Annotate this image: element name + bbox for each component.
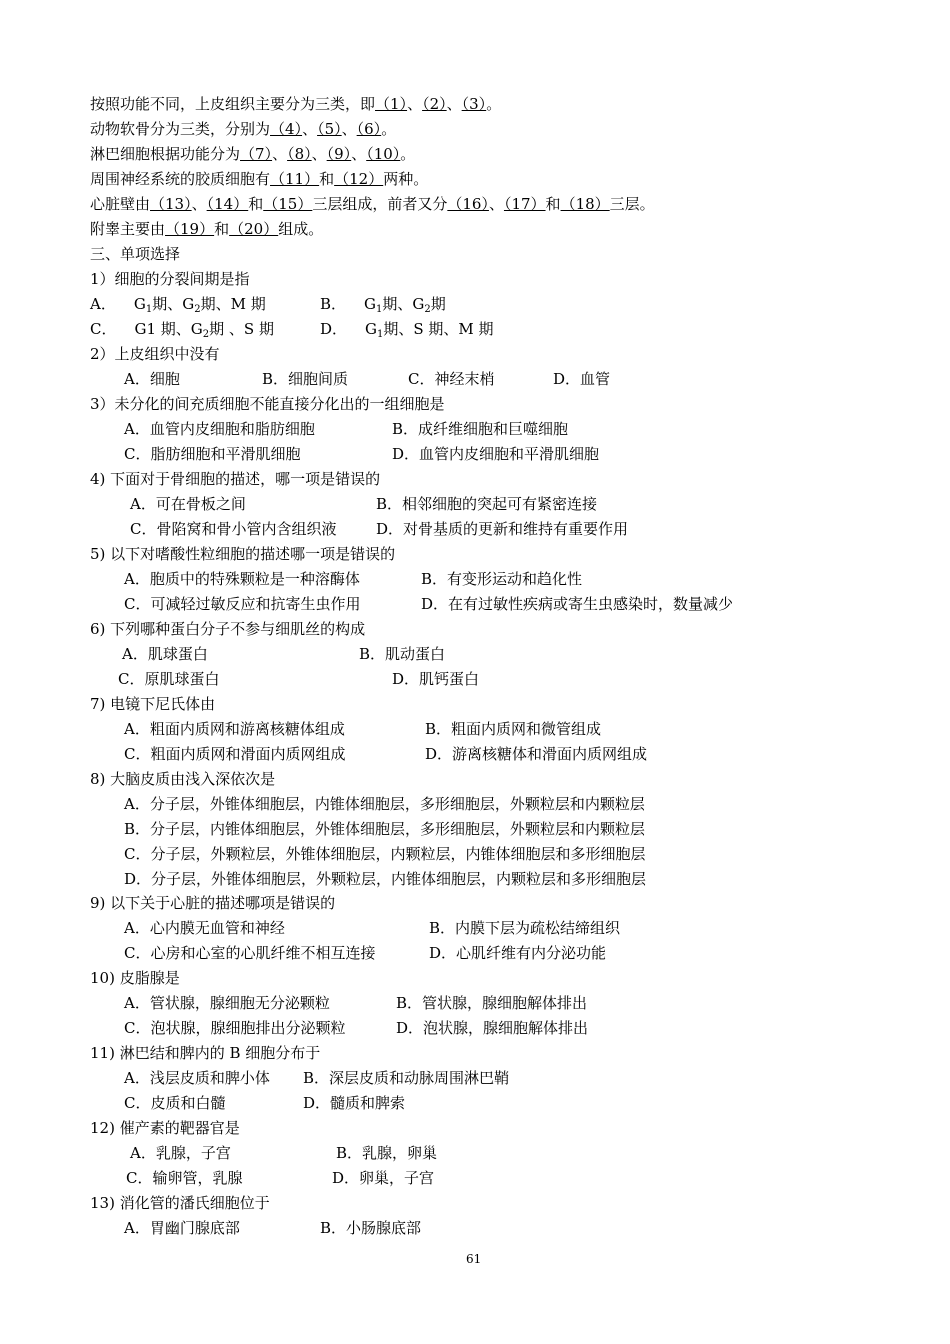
text: 、 [488, 195, 504, 213]
text: 期、S 期、M 期 [383, 320, 494, 338]
blank: （17） [503, 195, 546, 213]
text: G [364, 295, 377, 313]
option-c [90, 319, 274, 339]
option-c: C．输卵管，乳腺 [126, 1169, 243, 1187]
text: 期、G [382, 295, 425, 313]
option-label: C． [90, 320, 117, 338]
option-b: B．肌动蛋白 [359, 645, 446, 663]
option-d: D．分子层，外锥体细胞层，外颗粒层，内锥体细胞层，内颗粒层和多形细胞层 [124, 870, 647, 888]
option-label: B． [320, 295, 347, 313]
text: G1 期、G [134, 320, 203, 338]
text: 和 [319, 170, 335, 188]
option-c: C．分子层，外颗粒层，外锥体细胞层，内颗粒层，内锥体细胞层和多形细胞层 [124, 845, 646, 863]
option-a: A．浅层皮质和脾小体 [124, 1069, 270, 1087]
blank: （8） [287, 145, 312, 163]
blank: （12） [334, 170, 384, 188]
text: 和 [248, 195, 264, 213]
fill-line-6 [90, 219, 323, 239]
text: 心脏壁由 [90, 195, 151, 213]
option-d: D．泡状腺，腺细胞解体排出 [396, 1019, 589, 1037]
option-b: B．粗面内质网和微管组成 [425, 720, 602, 738]
text: 两种。 [383, 170, 429, 188]
question-stem: 1）细胞的分裂间期是指 [90, 270, 250, 288]
option-b: B．相邻细胞的突起可有紧密连接 [376, 495, 598, 513]
blank: （2） [422, 95, 447, 113]
option-label: D． [320, 320, 348, 338]
question-stem: 6) 下列哪种蛋白分子不参与细肌丝的构成 [90, 620, 366, 638]
text: 、 [191, 195, 207, 213]
option-c: C．心房和心室的心肌纤维不相互连接 [124, 944, 376, 962]
option-c: C．可减轻过敏反应和抗寄生虫作用 [124, 595, 361, 613]
question-stem: 12) 催产素的靶器官是 [90, 1119, 240, 1137]
option-c: C．粗面内质网和滑面内质网组成 [124, 745, 346, 763]
blank: （20） [229, 220, 279, 238]
option-b: B．分子层，内锥体细胞层，外锥体细胞层，多形细胞层，外颗粒层和内颗粒层 [124, 820, 646, 838]
text: 、 [351, 145, 367, 163]
fill-line-1 [90, 94, 501, 114]
fill-line-5 [90, 194, 655, 214]
fill-line-3 [90, 144, 415, 164]
blank: （4） [270, 120, 303, 138]
text: 。 [400, 145, 416, 163]
blank: （14） [206, 195, 249, 213]
question-stem: 13) 消化管的潘氏细胞位于 [90, 1194, 270, 1212]
text: 、 [302, 120, 318, 138]
option-d: D．对骨基质的更新和维持有重要作用 [376, 520, 629, 538]
fill-line-4 [90, 169, 428, 189]
subscript: 2 [194, 304, 201, 315]
text: 、 [446, 95, 462, 113]
option-c: C．皮质和白髓 [124, 1094, 226, 1112]
option-a: A．胞质中的特殊颗粒是一种溶酶体 [124, 570, 360, 588]
option-c: C．脂肪细胞和平滑肌细胞 [124, 445, 301, 463]
option-a: A．胃幽门腺底部 [124, 1219, 240, 1237]
text: 期 、S 期 [209, 320, 274, 338]
blank: （13） [150, 195, 192, 213]
text: 、 [272, 145, 288, 163]
text: 、 [407, 95, 423, 113]
option-b: B．有变形运动和趋化性 [421, 570, 583, 588]
blank: （7） [240, 145, 273, 163]
text: G [133, 295, 146, 313]
blank: （11） [270, 170, 320, 188]
option-label: A． [90, 295, 116, 313]
option-b: B．成纤维细胞和巨噬细胞 [392, 420, 569, 438]
subscript: 2 [202, 329, 210, 340]
blank: （1） [375, 95, 408, 113]
text: 淋巴细胞根据功能分为 [90, 145, 241, 163]
text: 组成。 [278, 220, 324, 238]
text: 期、G [152, 295, 195, 313]
option-b: B．小肠腺底部 [320, 1219, 422, 1237]
option-b [320, 294, 446, 314]
option-d: D．卵巢，子宫 [332, 1169, 435, 1187]
subscript: 1 [376, 304, 383, 315]
fill-line-2 [90, 119, 396, 139]
option-a: A．乳腺，子宫 [130, 1144, 231, 1162]
option-d: D．血管内皮细胞和平滑肌细胞 [392, 445, 600, 463]
option-a [90, 294, 266, 314]
option-b: B．乳腺，卵巢 [336, 1144, 438, 1162]
text: 动物软骨分为三类，分别为 [90, 120, 271, 138]
text: 期、M 期 [200, 295, 266, 313]
text: 附睾主要由 [90, 220, 166, 238]
blank: （10） [366, 145, 401, 163]
blank: （16） [447, 195, 489, 213]
subscript: 1 [145, 304, 153, 315]
question-stem: 5) 以下对嗜酸性粒细胞的描述哪一项是错误的 [90, 545, 396, 563]
text: 周围神经系统的胶质细胞有 [90, 170, 271, 188]
option-d: D．心肌纤维有内分泌功能 [429, 944, 607, 962]
option-c: C．神经末梢 [408, 370, 495, 388]
option-d: D．游离核糖体和滑面内质网组成 [425, 745, 648, 763]
option-d: D．血管 [553, 370, 611, 388]
page-number: 61 [466, 1252, 482, 1266]
text: 三层。 [609, 195, 655, 213]
blank: （19） [165, 220, 215, 238]
text: 三层组成，前者又分 [312, 195, 448, 213]
option-d: D．肌钙蛋白 [392, 670, 480, 688]
option-a: A．血管内皮细胞和脂肪细胞 [124, 420, 315, 438]
subscript: 2 [424, 304, 431, 315]
question-stem: 8) 大脑皮质由浅入深依次是 [90, 770, 276, 788]
question-stem: 4) 下面对于骨细胞的描述，哪一项是错误的 [90, 470, 381, 488]
option-c: C．骨陷窝和骨小管内含组织液 [130, 520, 337, 538]
question-stem: 9) 以下关于心脏的描述哪项是错误的 [90, 894, 336, 912]
option-b: B．深层皮质和动脉周围淋巴鞘 [303, 1069, 510, 1087]
text: 和 [545, 195, 561, 213]
section-title: 三、单项选择 [90, 245, 181, 263]
text: 期 [430, 295, 446, 313]
text: 和 [214, 220, 230, 238]
option-d: D．在有过敏性疾病或寄生虫感染时，数量减少 [421, 595, 734, 613]
option-d [320, 319, 494, 339]
text: 。 [381, 120, 397, 138]
option-a: A．粗面内质网和游离核糖体组成 [124, 720, 345, 738]
question-stem: 2）上皮组织中没有 [90, 345, 220, 363]
text: 按照功能不同，上皮组织主要分为三类，即 [90, 95, 376, 113]
option-a: A．可在骨板之间 [130, 495, 246, 513]
option-b: B．细胞间质 [262, 370, 349, 388]
option-c: C．泡状腺，腺细胞排出分泌颗粒 [124, 1019, 346, 1037]
option-d: D．髓质和脾索 [303, 1094, 406, 1112]
blank: （3） [461, 95, 487, 113]
option-a: A．分子层，外锥体细胞层，内锥体细胞层，多形细胞层，外颗粒层和内颗粒层 [124, 795, 645, 813]
text: 、 [311, 145, 327, 163]
blank: （9） [326, 145, 352, 163]
text: 、 [341, 120, 357, 138]
blank: （18） [560, 195, 610, 213]
option-c: C．原肌球蛋白 [118, 670, 220, 688]
text: G [365, 320, 378, 338]
question-stem: 3）未分化的间充质细胞不能直接分化出的一组细胞是 [90, 395, 445, 413]
option-a: A．心内膜无血管和神经 [124, 919, 285, 937]
option-a: A．管状腺，腺细胞无分泌颗粒 [124, 994, 330, 1012]
blank: （6） [356, 120, 382, 138]
option-a: A．肌球蛋白 [122, 645, 208, 663]
option-b: B．内膜下层为疏松结缔组织 [429, 919, 621, 937]
question-stem: 7) 电镜下尼氏体由 [90, 695, 216, 713]
question-stem: 11) 淋巴结和脾内的 B 细胞分布于 [90, 1044, 321, 1062]
text: 。 [486, 95, 502, 113]
blank: （5） [317, 120, 342, 138]
option-b: B．管状腺，腺细胞解体排出 [396, 994, 588, 1012]
question-stem: 10) 皮脂腺是 [90, 969, 180, 987]
option-a: A．细胞 [124, 370, 180, 388]
blank: （15） [263, 195, 313, 213]
subscript: 1 [377, 329, 384, 340]
